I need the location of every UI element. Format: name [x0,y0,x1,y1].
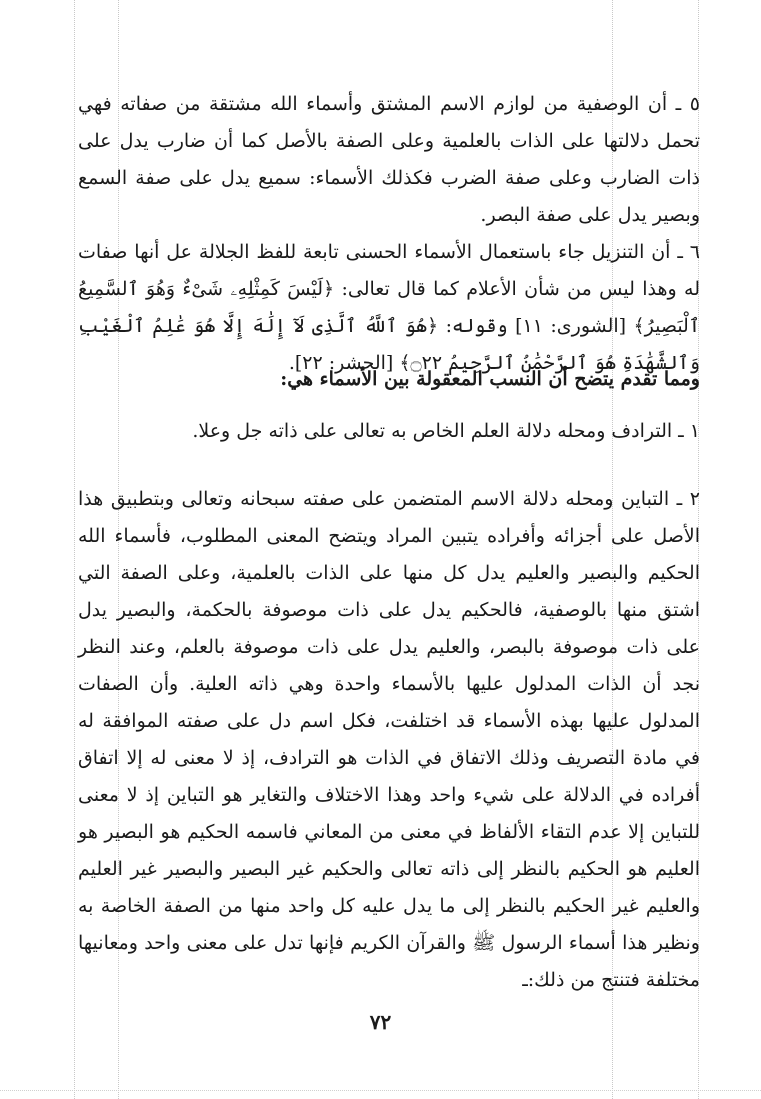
dotted-rule [74,0,75,1099]
paragraph-distinction: ٢ ـ التباين ومحله دلالة الاسم المتضمن على صفته سبحانه وتعالى وبتطبيق هذا الأصل على أجزائه وأفراده يتبين المراد ويتضح المعنى المطلوب، فأسماء الله الحكيم والبصير والعليم يدل كل منها على الذات بالعلمية، وعلى الصفة التي اشتق منها بالوصفية، فالحكيم يدل على ذات موصوفة بالحكمة، والبصير يدل على ذات موصوفة بالبصر، والعليم يدل على ذات موصوفة بالعلم، وعند النظر نجد أن الذات المدلول عليها بالأسماء واحدة وهي ذاته العلية. وأن الصفات المدلول عليها بهذه الأسماء قد اختلفت، فكل اسم دل على صفته الموافقة له في مادة التصريف وذلك الاتفاق في الذات هو الترادف، إذ لا معنى له إلا اتفاق أفراده في الدلالة على شيء واحد وهذا الاختلاف والتغاير هو التباين إذ لا معنى للتباين إلا عدم التقاء الألفاظ في معنى من المعاني فاسمه الحكيم هو البصير هو العليم هو الحكيم بالنظر إلى ذاته تعالى والحكيم غير البصير والبصير غير العليم والعليم غير الحكيم بالنظر إلى ما يدل عليه كل واحد منها من الصفة الخاصة به ونظير هذا أسماء الرسول ﷺ والقرآن الكريم فإنها تدل على معنى واحد ومعانيها مختلفة فتنتج من ذلك:ـ [78,488,700,991]
dotted-rule [0,1090,761,1091]
paragraph-6: ٦ ـ أن التنزيل جاء باستعمال الأسماء الحسنى تابعة للفظ الجلالة عل أنها صفات له وهذا ليس من شأن الأعلام كما قال تعالى: ﴿لَيْسَ كَمِثْلِهِۦ شَىْءٌ وَهُوَ ٱلسَّمِيعُ ٱلْبَصِيرُ﴾ [الشورى: ١١] وقوله: ﴿هُوَ ٱللَّهُ ٱلَّذِى لَآ إِلَٰهَ إِلَّا هُوَ عَٰلِمُ ٱلْغَيْبِ وَٱلشَّهَٰدَةِ هُوَ ٱلرَّحْمَٰنُ ٱلرَّحِيمُ ۝٢٢﴾ [الحشر: ٢٢]. [78,241,700,374]
page-number: ٧٢ [369,1010,392,1034]
section-heading: ومما تقدم يتضح أن النسب المعقولة بين الأسماء هي: [280,368,700,390]
paragraph-synonymy: ١ ـ الترادف ومحله دلالة العلم الخاص به تعالى على ذاته جل وعلا. [192,420,700,442]
paragraph-5: ٥ ـ أن الوصفية من لوازم الاسم المشتق وأسماء الله مشتقة من صفاته فهي تحمل دلالتها على الذات بالعلمية وعلى الصفة بالأصل كما أن ضارب يدل على ذات الضارب وعلى صفة الضرب فكذلك الأسماء: سميع يدل على صفة السمع وبصير يدل على صفة البصر. [78,93,700,226]
